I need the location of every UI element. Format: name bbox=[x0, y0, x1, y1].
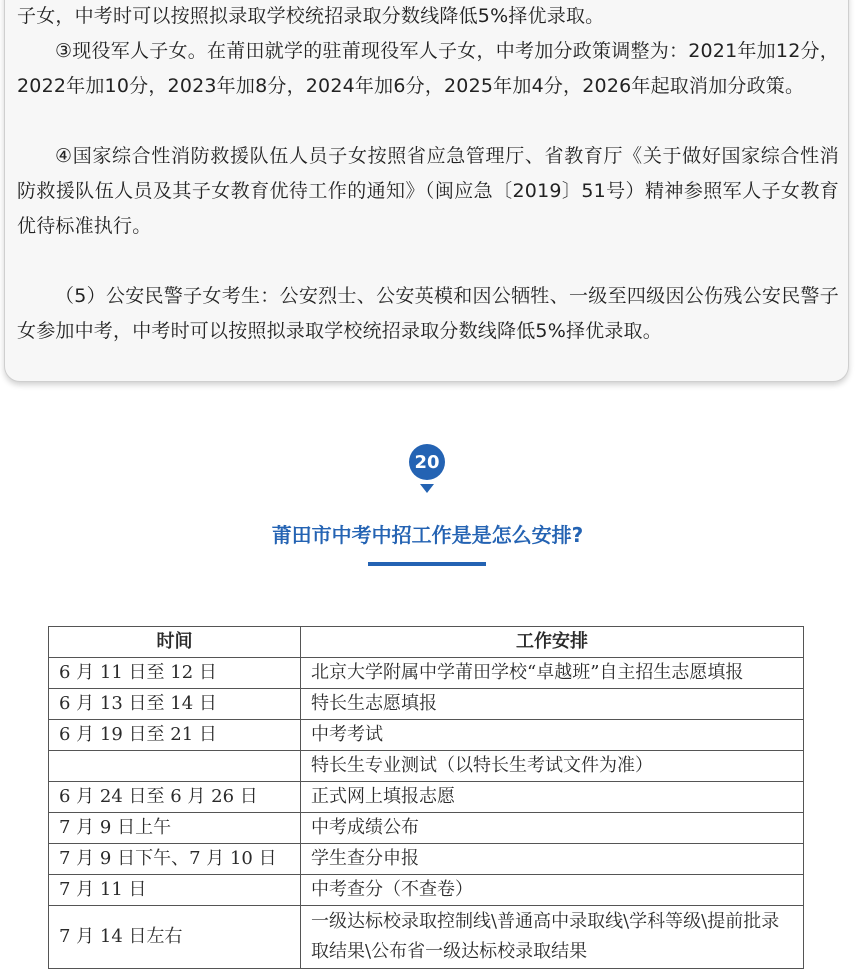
task-cell: 中考查分（不查卷） bbox=[301, 875, 804, 906]
time-cell: 6 月 13 日至 14 日 bbox=[49, 689, 301, 720]
table-row bbox=[49, 658, 804, 689]
time-cell bbox=[49, 751, 301, 782]
task-cell: 一级达标校录取控制线\普通高中录取线\学科等级\提前批录取结果\公布省一级达标校录取结果 bbox=[301, 906, 804, 969]
table-row bbox=[49, 906, 804, 969]
table-row bbox=[49, 875, 804, 906]
section-title: 莆田市中考中招工作是是怎么安排? bbox=[271, 523, 584, 547]
policy-paragraph: 子女，中考时可以按照拟录取学校统招录取分数线降低5%择优录取。 bbox=[17, 5, 605, 27]
time-cell: 6 月 24 日至 6 月 26 日 bbox=[49, 782, 301, 813]
table-row bbox=[49, 844, 804, 875]
time-cell: 7 月 9 日上午 bbox=[49, 813, 301, 844]
table-row bbox=[49, 751, 804, 782]
policy-paragraph: ③现役军人子女。在莆田就学的驻莆现役军人子女，中考加分政策调整为：2021年加12分，2022年加10分，2023年加8分，2024年加6分，2025年加4分，2026年起取消加分政策。 bbox=[17, 40, 839, 97]
policy-paragraph: （5）公安民警子女考生：公安烈士、公安英模和因公牺牲、一级至四级因公伤残公安民警子女参加中考，中考时可以按照拟录取学校统招录取分数线降低5%择优录取。 bbox=[17, 285, 839, 342]
column-header-task: 工作安排 bbox=[301, 627, 804, 658]
task-cell: 中考考试 bbox=[301, 720, 804, 751]
time-cell: 7 月 9 日下午、7 月 10 日 bbox=[49, 844, 301, 875]
table-row bbox=[49, 782, 804, 813]
task-cell: 特长生专业测试（以特长生考试文件为准） bbox=[301, 751, 804, 782]
time-cell: 7 月 11 日 bbox=[49, 875, 301, 906]
task-cell: 特长生志愿填报 bbox=[301, 689, 804, 720]
column-header-time: 时间 bbox=[49, 627, 301, 658]
task-cell: 北京大学附属中学莆田学校“卓越班”自主招生志愿填报 bbox=[301, 658, 804, 689]
arrow-down-icon bbox=[420, 484, 434, 493]
table-row bbox=[49, 813, 804, 844]
table-row bbox=[49, 689, 804, 720]
schedule-table bbox=[48, 626, 804, 969]
table-header-row bbox=[49, 627, 804, 658]
task-cell: 中考成绩公布 bbox=[301, 813, 804, 844]
time-cell: 6 月 11 日至 12 日 bbox=[49, 658, 301, 689]
task-cell: 学生查分申报 bbox=[301, 844, 804, 875]
task-cell: 正式网上填报志愿 bbox=[301, 782, 804, 813]
section-number-badge: 20 bbox=[409, 444, 445, 480]
table-row bbox=[49, 720, 804, 751]
policy-paragraph: ④国家综合性消防救援队伍人员子女按照省应急管理厅、省教育厅《关于做好国家综合性消防救援队伍人员及其子女教育优待工作的通知》（闽应急〔2019〕51号）精神参照军人子女教育优待标准执行。 bbox=[17, 145, 839, 237]
time-cell: 7 月 14 日左右 bbox=[49, 906, 301, 969]
time-cell: 6 月 19 日至 21 日 bbox=[49, 720, 301, 751]
title-underline bbox=[368, 562, 486, 566]
